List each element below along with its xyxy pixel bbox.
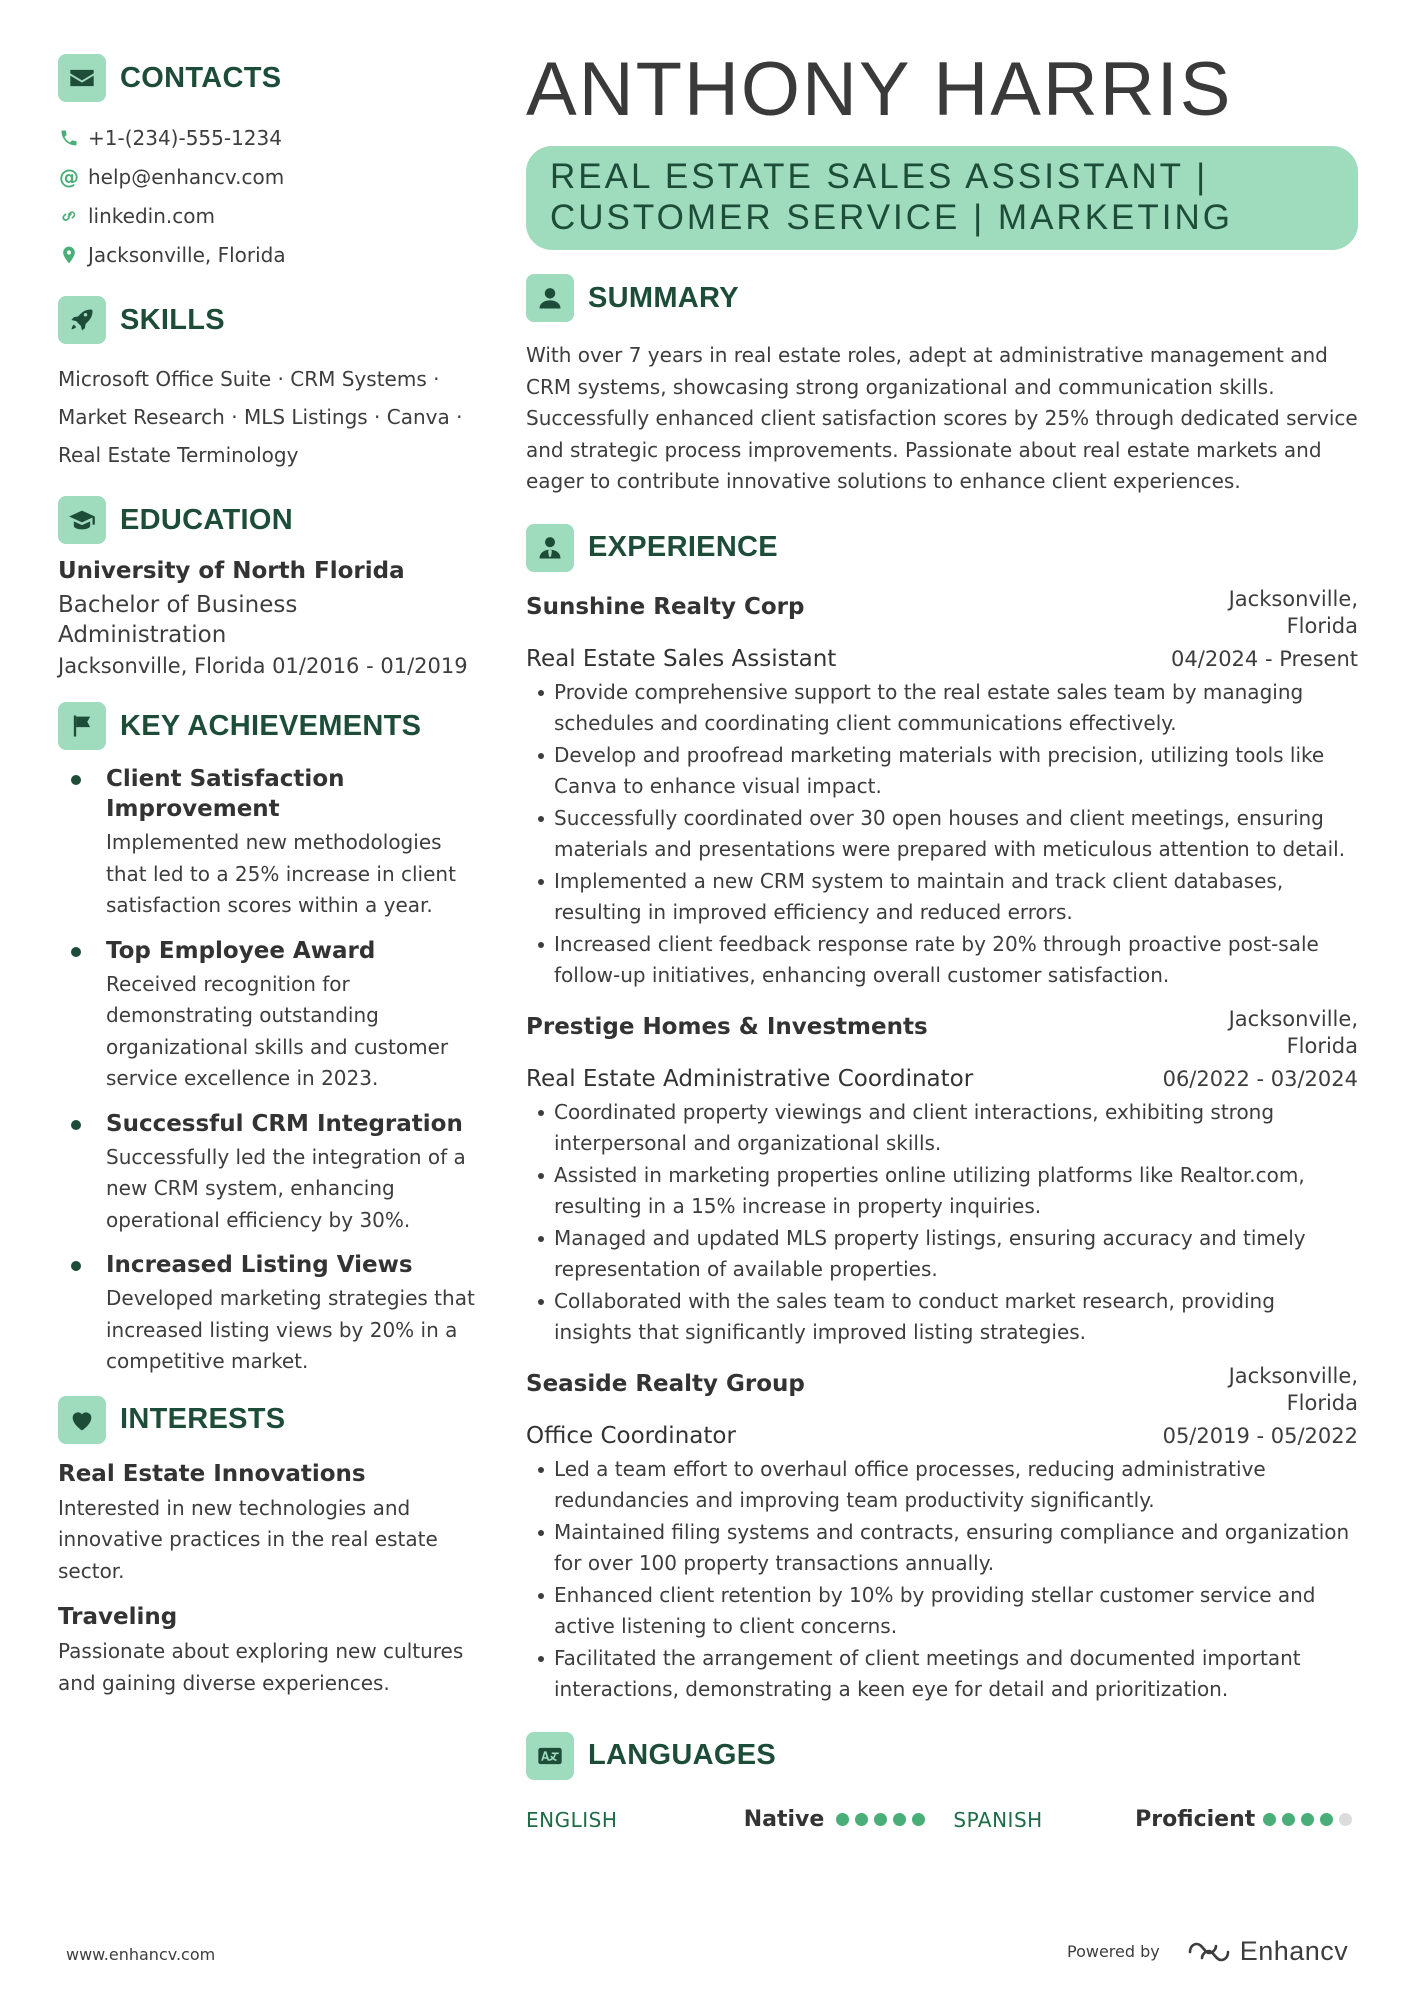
footer-website[interactable]: www.enhancv.com — [66, 1945, 216, 1964]
achievement-title: Top Employee Award — [106, 937, 376, 964]
skills-list: Microsoft Office Suite · CRM Systems · Market Research · MLS Listings · Canva · Real Estate Terminology — [58, 367, 463, 467]
enhancv-logo-icon — [1186, 1939, 1232, 1965]
achievement-title: Increased Listing Views — [106, 1252, 413, 1278]
candidate-name: ANTHONY HARRIS — [526, 47, 1233, 132]
linkedin-text: linkedin.com — [88, 203, 215, 228]
proficiency-dot-filled — [893, 1813, 906, 1826]
job-company: Seaside Realty Group — [526, 1370, 805, 1397]
job-bullet: Coordinated property viewings and client interactions, exhibiting strong interpersonal and organizational skills. — [526, 1097, 1358, 1160]
job-bullet: Collaborated with the sales team to conduct market research, providing insights that significantly improved listing strategies. — [526, 1286, 1358, 1349]
achievement-desc: Implemented new methodologies that led to a 25% increase in client satisfaction scores within a year. — [106, 830, 456, 917]
achievement-item — [58, 936, 488, 1095]
phone-icon — [58, 127, 80, 149]
achievement-desc: Received recognition for demonstrating outstanding organizational skills and customer service excellence in 2023. — [106, 971, 449, 1090]
skills-header — [58, 296, 488, 344]
summary-heading: SUMMARY — [588, 281, 739, 314]
job-bullet: Provide comprehensive support to the real estate sales team by managing schedules and coordinating client communications effectively. — [526, 677, 1358, 740]
job-role: Real Estate Sales Assistant — [526, 645, 837, 672]
enhancv-brand: Enhancv — [1239, 1936, 1349, 1966]
experience-heading: EXPERIENCE — [588, 531, 778, 563]
interest-desc: Interested in new technologies and innovative practices in the real estate sector. — [58, 1495, 438, 1583]
phone-text: +1-(234)-555-1234 — [88, 125, 282, 150]
achievement-item — [58, 1250, 488, 1378]
proficiency-dot-filled — [836, 1813, 849, 1826]
interest-item — [58, 1601, 488, 1699]
contact-phone[interactable] — [58, 118, 488, 157]
interests-heading: INTERESTS — [120, 1403, 286, 1435]
job-location: Jacksonville, Florida — [1228, 1006, 1358, 1058]
languages-row — [526, 1802, 1358, 1838]
education-degree: Bachelor of Business Administration — [58, 592, 298, 648]
summary-header — [526, 274, 1358, 322]
experience-header — [526, 524, 1358, 572]
job-bullets — [526, 677, 1358, 992]
job-bullet: Assisted in marketing properties online utilizing platforms like Realtor.com, resulting in a 15% increase in property inquiries. — [526, 1160, 1358, 1223]
link-icon — [58, 205, 80, 227]
achievements-heading: KEY ACHIEVEMENTS — [120, 709, 422, 742]
left-column — [58, 54, 488, 1699]
language-level: Native — [743, 1807, 825, 1832]
location-text: Jacksonville, Florida — [88, 242, 286, 267]
achievement-title: Successful CRM Integration — [106, 1110, 463, 1137]
proficiency-dot-filled — [1263, 1813, 1276, 1826]
powered-by-label: Powered by — [1067, 1942, 1160, 1961]
education-heading: EDUCATION — [120, 503, 293, 536]
achievement-item — [58, 764, 488, 922]
summary-text: With over 7 years in real estate roles, adept at administrative management and CRM systems, showcasing strong organizational and communication skills. Successfully enhanced client satisfaction scores by 25% through dedicated service and strategic process improvements. Passionate about real estate markets and eager to contribute innovative solutions to enhance client experiences. — [526, 343, 1358, 493]
proficiency-dot-filled — [1301, 1813, 1314, 1826]
job-company: Sunshine Realty Corp — [526, 593, 805, 620]
skill-item: Canva — [386, 405, 450, 429]
contact-email[interactable] — [58, 157, 488, 196]
job-dates: 05/2019 - 05/2022 — [1162, 1423, 1358, 1448]
proficiency-dot-filled — [855, 1813, 868, 1826]
job-role: Office Coordinator — [526, 1422, 736, 1449]
language-name: ENGLISH — [526, 1807, 618, 1832]
proficiency-dot-filled — [1282, 1813, 1295, 1826]
bullet-dot — [71, 775, 81, 785]
education-meta: Jacksonville, Florida 01/2016 - 01/2019 — [58, 654, 468, 678]
achievements-list — [58, 764, 488, 1378]
bullet-dot — [71, 947, 81, 957]
heart-icon — [58, 1396, 106, 1444]
interest-title: Traveling — [58, 1604, 178, 1630]
graduation-cap-icon — [58, 496, 106, 544]
skill-item: Market Research — [58, 405, 225, 429]
map-pin-icon — [58, 244, 80, 266]
job-bullet: Enhanced client retention by 10% by providing stellar customer service and active listening to client concerns. — [526, 1580, 1358, 1643]
language-name: SPANISH — [953, 1807, 1043, 1832]
proficiency-dot-filled — [912, 1813, 925, 1826]
proficiency-dot-filled — [1320, 1813, 1333, 1826]
job-title-line: REAL ESTATE SALES ASSISTANT | — [550, 157, 1209, 196]
job-entry — [526, 1006, 1358, 1349]
job-title-banner — [526, 146, 1358, 250]
education-header — [58, 496, 488, 544]
languages-heading: LANGUAGES — [588, 1739, 776, 1771]
job-bullet: Successfully coordinated over 30 open houses and client meetings, ensuring materials and presentations were prepared with meticulous attention to detail. — [526, 803, 1358, 866]
job-role: Real Estate Administrative Coordinator — [526, 1065, 974, 1092]
interests-header — [58, 1396, 488, 1444]
achievement-desc: Successfully led the integration of a new CRM system, enhancing operational efficiency by 30%. — [106, 1144, 466, 1232]
achievement-desc: Developed marketing strategies that increased listing views by 20% in a competitive market. — [106, 1286, 475, 1373]
interest-title: Real Estate Innovations — [58, 1460, 366, 1487]
contact-list — [58, 118, 488, 274]
footer-branding — [1067, 1936, 1348, 1967]
skills-heading: SKILLS — [120, 303, 225, 336]
person-tie-icon — [526, 524, 574, 572]
bullet-dot — [71, 1120, 81, 1130]
job-bullet: Maintained filing systems and contracts, ensuring compliance and organization for over 100 property transactions annually. — [526, 1517, 1358, 1580]
job-bullet: Managed and updated MLS property listings, ensuring accuracy and timely representation of available properties. — [526, 1223, 1358, 1286]
contact-location — [58, 235, 488, 274]
job-bullet: Facilitated the arrangement of client meetings and documented important interactions, demonstrating a keen eye for detail and prioritization. — [526, 1643, 1358, 1706]
contact-linkedin[interactable] — [58, 196, 488, 235]
flag-icon — [58, 702, 106, 750]
skill-item: CRM Systems — [290, 367, 427, 391]
proficiency-dot-empty — [1339, 1813, 1352, 1826]
achievement-title: Client Satisfaction Improvement — [106, 766, 345, 822]
person-icon — [526, 274, 574, 322]
job-dates: 04/2024 - Present — [1171, 646, 1358, 671]
language-proficiency-dots — [1263, 1813, 1358, 1826]
job-bullets — [526, 1454, 1358, 1706]
language-icon — [526, 1732, 574, 1780]
bullet-dot — [71, 1261, 81, 1271]
contacts-header — [58, 54, 488, 102]
skill-item: MLS Listings — [243, 405, 368, 429]
skill-item: Microsoft Office Suite — [58, 367, 272, 391]
job-title-line: CUSTOMER SERVICE | MARKETING — [550, 198, 1233, 237]
job-company: Prestige Homes & Investments — [526, 1013, 928, 1040]
achievement-item — [58, 1109, 488, 1237]
envelope-icon — [58, 54, 106, 102]
rocket-icon — [58, 296, 106, 344]
job-bullet: Develop and proofread marketing materials with precision, utilizing tools like Canva to enhance visual impact. — [526, 740, 1358, 803]
job-location: Jacksonville, Florida — [1228, 1363, 1358, 1415]
interest-desc: Passionate about exploring new cultures and gaining diverse experiences. — [58, 1639, 464, 1695]
job-bullet: Led a team effort to overhaul office processes, reducing administrative redundancies and improving team productivity significantly. — [526, 1454, 1358, 1517]
job-bullet: Implemented a new CRM system to maintain and track client databases, resulting in improved efficiency and reduced errors. — [526, 866, 1358, 929]
job-dates: 06/2022 - 03/2024 — [1162, 1066, 1358, 1091]
skill-item: Real Estate Terminology — [58, 443, 299, 467]
email-text: help@enhancv.com — [88, 164, 285, 189]
interest-item — [58, 1458, 488, 1588]
languages-header — [526, 1732, 1358, 1780]
language-proficiency-dots — [836, 1813, 954, 1826]
contacts-heading: CONTACTS — [120, 61, 282, 94]
right-column — [526, 46, 1358, 1838]
proficiency-dot-filled — [874, 1813, 887, 1826]
language-level: Proficient — [1135, 1807, 1256, 1832]
job-bullets — [526, 1097, 1358, 1349]
job-entry — [526, 1363, 1358, 1706]
at-icon: @ — [59, 164, 79, 189]
job-bullet: Increased client feedback response rate by 20% through proactive post-sale follow-up initiatives, enhancing overall customer satisfaction. — [526, 929, 1358, 992]
job-location: Jacksonville, Florida — [1228, 586, 1358, 638]
achievements-header — [58, 702, 488, 750]
job-entry — [526, 586, 1358, 992]
education-school: University of North Florida — [58, 558, 405, 584]
